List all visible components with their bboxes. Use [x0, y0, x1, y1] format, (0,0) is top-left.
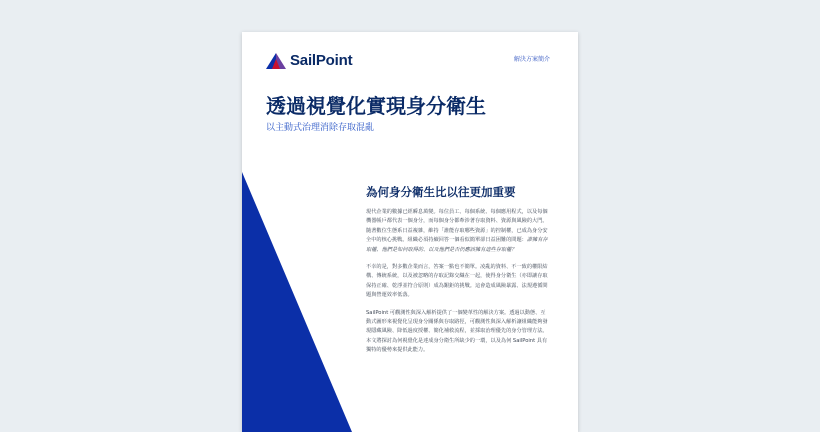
paragraph-3 — [366, 309, 550, 356]
paragraph-2-text: 不幸的是，對多數企業而言，答案一點也不簡單。凌亂的資料、不一致的權限結構、傳統系統，以及被忽略的存取記錄交織在一起，使得身分衛生（亦即讓存取保持正確、乾淨並符合原則）成為艱鉅的挑戰。這會造成風險暴露、法規遵循問題與營運效率低落。 — [366, 264, 548, 299]
body-section — [366, 184, 550, 364]
document-type-tag: 解決方案簡介 — [513, 56, 550, 63]
paragraph-1 — [366, 208, 550, 255]
paragraph-2 — [366, 263, 550, 301]
page-title: 透過視覺化實現身分衛生 — [266, 94, 486, 118]
document-page — [242, 32, 578, 432]
page-subtitle: 以主動式治理消除存取混亂 — [266, 123, 375, 133]
sailpoint-logo — [266, 52, 352, 69]
brand-name: SailPoint — [290, 52, 353, 69]
paragraph-3-text: SailPoint 可觀測性與深入解析提供了一個變革性的解決方案。透過以動態、互動式圖形來視覺化呈現身分關係與存取路徑，可觀測性與深入解析讓組織能夠發現隱藏風險、降低過度授權、簡化補救流程，並採取治理優先的身分管理方法。本文將探討為何視覺化是達成身分衛生所缺少的一環，以及為何 SailPoint 具有獨特的優勢來提供此能力。 — [366, 309, 548, 354]
paragraph-1-text: 現代企業的數據已經瞬息萬變。每位員工、每個系統、每個應用程式，以及每個機器帳戶都代表一個身分，而每個身分都牽涉著存取資料、資源與風險的大門。隨著數位生態系日益複雜，維持「誰能存取哪些資源」的控制權，已成為身分安全中的核心挑戰。組織必須持續回答一個看似簡單卻日益困難的問題： — [366, 209, 548, 244]
section-heading: 為何身分衛生比以往更加重要 — [366, 185, 516, 199]
sailpoint-mark-icon — [266, 53, 286, 69]
paragraph-1-italic: 誰擁有存取權、他們是如何取得的、以及他們是否仍應該擁有這些存取權？ — [366, 237, 548, 253]
